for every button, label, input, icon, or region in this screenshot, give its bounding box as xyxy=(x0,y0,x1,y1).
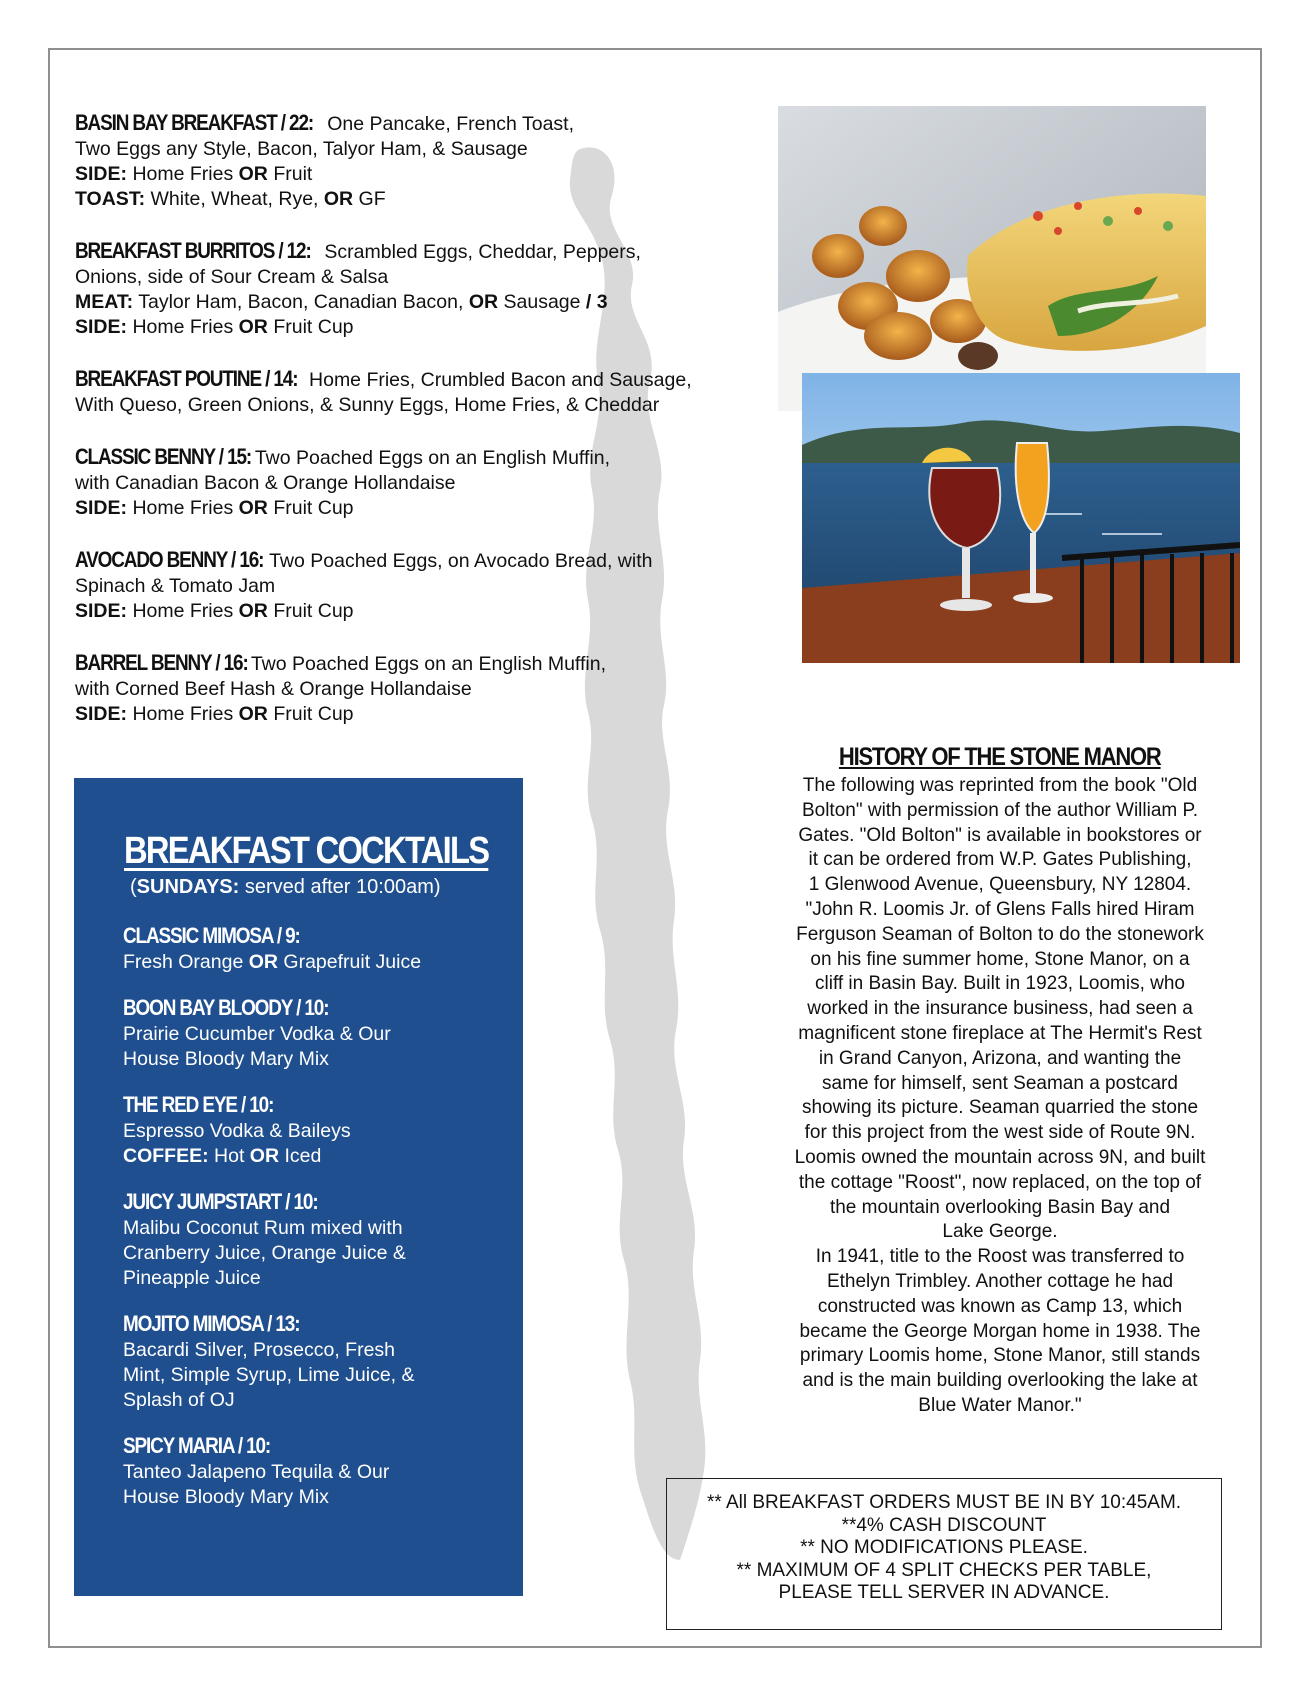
notice-line: ** All BREAKFAST ORDERS MUST BE IN BY 10:45AM. xyxy=(706,1492,1182,1513)
toast-option: GF xyxy=(358,188,386,210)
history-line: the cottage "Roost", now replaced, on the top of xyxy=(798,1171,1202,1193)
cocktail-desc: Pineapple Juice xyxy=(123,1267,261,1289)
history-line: In 1941, title to the Roost was transferred to xyxy=(815,1246,1185,1268)
history-line: magnificent stone fireplace at The Hermit's Rest xyxy=(798,1022,1202,1044)
history-line: Blue Water Manor." xyxy=(918,1394,1082,1416)
cocktail-desc: Cranberry Juice, Orange Juice & xyxy=(123,1242,406,1264)
cocktail-name: THE RED EYE / 10: xyxy=(123,1092,274,1117)
or-label: OR xyxy=(238,600,268,622)
cocktail-desc: Mint, Simple Syrup, Lime Juice, & xyxy=(123,1364,415,1386)
side-label: SIDE: xyxy=(75,163,128,185)
coffee-option: Hot xyxy=(214,1145,245,1167)
history-line: same for himself, sent Seaman a postcard xyxy=(822,1072,1178,1094)
or-label: OR xyxy=(238,497,268,519)
menu-item-name: BASIN BAY BREAKFAST / 22: xyxy=(75,110,314,135)
menu-item-name: CLASSIC BENNY / 15: xyxy=(75,444,252,469)
history-line: for this project from the west side of Route 9N. xyxy=(804,1122,1196,1144)
side-label: SIDE: xyxy=(75,316,128,338)
menu-item xyxy=(75,366,775,418)
side-option: Home Fries xyxy=(132,703,234,725)
cocktail-name: SPICY MARIA / 10: xyxy=(123,1433,271,1458)
history-line: Bolton" with permission of the author William P. xyxy=(801,799,1199,821)
side-option: Home Fries xyxy=(132,497,234,519)
history-line: primary Loomis home, Stone Manor, still stands xyxy=(799,1345,1201,1367)
side-option: Fruit Cup xyxy=(273,497,354,519)
menu-item-desc: Two Poached Eggs, on Avocado Bread, with xyxy=(269,550,653,572)
side-option: Fruit Cup xyxy=(273,600,354,622)
orders-notice-box xyxy=(666,1478,1222,1630)
history-line: on his fine summer home, Stone Manor, on a xyxy=(810,948,1190,970)
menu-item-desc: One Pancake, French Toast, xyxy=(327,113,574,135)
menu-item-desc: With Queso, Green Onions, & Sunny Eggs, Home Fries, & Cheddar xyxy=(75,394,660,416)
cocktail-item xyxy=(123,1433,503,1510)
history-title: HISTORY OF THE STONE MANOR xyxy=(839,743,1161,771)
menu-item-desc: with Corned Beef Hash & Orange Hollandaise xyxy=(75,678,472,700)
breakfast-cocktails-panel xyxy=(74,778,523,1596)
cocktail-name: BOON BAY BLOODY / 10: xyxy=(123,995,329,1020)
history-line: The following was reprinted from the book "Old xyxy=(802,775,1198,796)
history-line: Gates. "Old Bolton" is available in bookstores or xyxy=(798,824,1202,846)
menu-item-desc: Two Poached Eggs on an English Muffin, xyxy=(254,447,611,469)
cocktail-item xyxy=(123,1189,503,1291)
cocktail-desc: Fresh Orange xyxy=(123,951,244,973)
notice-line: **4% CASH DISCOUNT xyxy=(841,1514,1047,1536)
history-line: worked in the insurance business, had seen a xyxy=(807,998,1193,1020)
meat-label: MEAT: xyxy=(75,291,134,313)
menu-item-name: AVOCADO BENNY / 16: xyxy=(75,547,264,572)
cocktail-desc: Prairie Cucumber Vodka & Our xyxy=(123,1023,391,1045)
menu-item-desc: with Canadian Bacon & Orange Hollandaise xyxy=(75,472,456,494)
side-option: Home Fries xyxy=(132,316,234,338)
cocktail-name: MOJITO MIMOSA / 13: xyxy=(123,1311,300,1336)
history-line: it can be ordered from W.P. Gates Publishing, xyxy=(808,849,1192,871)
served-after-text: served after 10:00am) xyxy=(239,876,441,898)
side-option: Home Fries xyxy=(132,163,234,185)
meat-option: Taylor Ham, Bacon, Canadian Bacon, xyxy=(138,291,464,313)
history-line: 1 Glenwood Avenue, Queensbury, NY 12804. xyxy=(808,874,1192,896)
history-line: in Grand Canyon, Arizona, and wanting the xyxy=(818,1047,1182,1069)
cocktail-desc: Splash of OJ xyxy=(123,1389,235,1411)
history-section xyxy=(760,743,1240,1419)
side-label: SIDE: xyxy=(75,497,128,519)
sundays-label: SUNDAYS: xyxy=(136,876,240,898)
cocktails-title: BREAKFAST COCKTAILS xyxy=(124,830,489,872)
menu-item-desc: Home Fries, Crumbled Bacon and Sausage, xyxy=(309,369,692,391)
cocktail-name: CLASSIC MIMOSA / 9: xyxy=(123,923,300,948)
cocktail-desc: House Bloody Mary Mix xyxy=(123,1486,329,1508)
cocktail-item xyxy=(123,1311,503,1413)
or-label: OR xyxy=(238,163,268,185)
cocktails-subtitle xyxy=(130,876,441,899)
menu-item xyxy=(75,238,775,340)
cocktail-list xyxy=(123,923,503,1530)
history-line: became the George Morgan home in 1938. The xyxy=(799,1320,1201,1342)
toast-option: White, Wheat, Rye, xyxy=(150,188,319,210)
history-line: Lake George. xyxy=(942,1221,1058,1243)
side-label: SIDE: xyxy=(75,703,128,725)
or-label: OR xyxy=(238,316,268,338)
menu-item-name: BREAKFAST POUTINE / 14: xyxy=(75,366,298,391)
cocktail-desc: Bacardi Silver, Prosecco, Fresh xyxy=(123,1339,396,1361)
meat-option: Sausage xyxy=(503,291,581,313)
history-line: Ethelyn Trimbley. Another cottage he had xyxy=(826,1270,1174,1292)
coffee-label: COFFEE: xyxy=(123,1145,209,1167)
cocktail-desc: Espresso Vodka & Baileys xyxy=(123,1120,351,1142)
breakfast-menu xyxy=(75,110,775,753)
menu-item-desc: Scrambled Eggs, Cheddar, Peppers, xyxy=(324,241,641,263)
lake-drinks-photo xyxy=(802,373,1240,663)
history-line: cliff in Basin Bay. Built in 1923, Loomis, who xyxy=(815,973,1185,995)
paren-open: ( xyxy=(130,876,137,898)
or-label: OR xyxy=(238,703,268,725)
menu-item xyxy=(75,110,775,212)
cocktail-desc: Malibu Coconut Rum mixed with xyxy=(123,1217,403,1239)
history-body xyxy=(760,774,1240,1419)
side-option: Fruit Cup xyxy=(273,316,354,338)
cocktail-desc: House Bloody Mary Mix xyxy=(123,1048,329,1070)
menu-item xyxy=(75,547,775,624)
menu-item-name: BARREL BENNY / 16: xyxy=(75,650,248,675)
or-label: OR xyxy=(323,188,354,210)
menu-item xyxy=(75,444,775,521)
notice-line: ** MAXIMUM OF 4 SPLIT CHECKS PER TABLE, xyxy=(736,1559,1152,1581)
menu-item xyxy=(75,650,775,727)
meat-price: / 3 xyxy=(585,291,608,313)
menu-item-desc: Spinach & Tomato Jam xyxy=(75,575,276,597)
cocktail-desc: Tanteo Jalapeno Tequila & Our xyxy=(123,1461,390,1483)
cocktail-desc: Grapefruit Juice xyxy=(283,951,422,973)
food-photo xyxy=(778,106,1206,411)
or-label: OR xyxy=(248,951,278,973)
side-option: Fruit xyxy=(273,163,313,185)
history-line: "John R. Loomis Jr. of Glens Falls hired Hiram xyxy=(805,898,1195,920)
menu-item-desc: Onions, side of Sour Cream & Salsa xyxy=(75,266,389,288)
notice-line: ** NO MODIFICATIONS PLEASE. xyxy=(800,1537,1088,1558)
coffee-option: Iced xyxy=(284,1145,322,1167)
cocktail-item xyxy=(123,995,503,1072)
or-label: OR xyxy=(249,1145,280,1167)
cocktail-name: JUICY JUMPSTART / 10: xyxy=(123,1189,318,1214)
notice-line: PLEASE TELL SERVER IN ADVANCE. xyxy=(778,1582,1110,1603)
toast-label: TOAST: xyxy=(75,188,146,210)
or-label: OR xyxy=(468,291,499,313)
history-line: the mountain overlooking Basin Bay and xyxy=(829,1196,1171,1218)
menu-item-desc: Two Poached Eggs on an English Muffin, xyxy=(250,653,607,675)
history-line: constructed was known as Camp 13, which xyxy=(817,1295,1183,1317)
history-line: Loomis owned the mountain across 9N, and built xyxy=(794,1146,1206,1168)
menu-item-desc: Two Eggs any Style, Bacon, Talyor Ham, & Sausage xyxy=(75,138,528,160)
side-option: Home Fries xyxy=(132,600,234,622)
cocktail-item xyxy=(123,1092,503,1169)
cocktail-item xyxy=(123,923,503,975)
history-line: Ferguson Seaman of Bolton to do the stonework xyxy=(796,923,1204,945)
history-line: and is the main building overlooking the lake at xyxy=(802,1370,1198,1392)
history-line: showing its picture. Seaman quarried the stone xyxy=(801,1097,1199,1119)
menu-item-name: BREAKFAST BURRITOS / 12: xyxy=(75,238,311,263)
side-option: Fruit Cup xyxy=(273,703,354,725)
side-label: SIDE: xyxy=(75,600,128,622)
